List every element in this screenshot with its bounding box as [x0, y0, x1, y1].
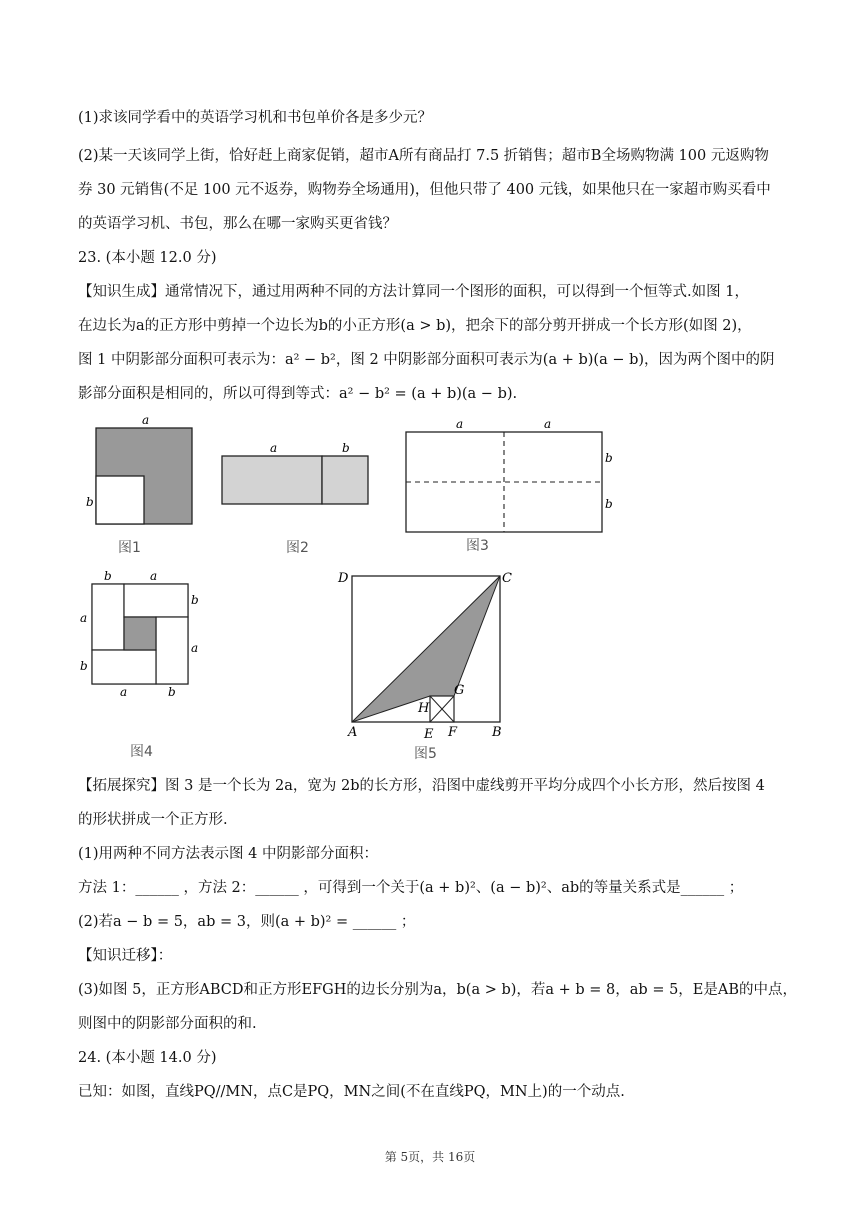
- fig5-vertex-label: H: [418, 701, 430, 716]
- figure-1: [80, 412, 200, 562]
- text-line: 已知：如图，直线PQ//MN，点C是PQ，MN之间(不在直线PQ，MN上)的一个动点.: [78, 1084, 625, 1100]
- text-line: 方法 1：______ ，方法 2：______ ，可得到一个关于(a + b)²、(a − b)²、ab的等量关系式是______ ；: [78, 880, 744, 896]
- fig5-vertex-label: C: [502, 571, 512, 586]
- fig3-label: a: [456, 417, 464, 431]
- text-line: 的形状拼成一个正方形.: [78, 812, 228, 828]
- fig5-vertex-label: F: [448, 725, 458, 740]
- fig5-vertex-label: B: [492, 725, 502, 740]
- fig5-vertex-label: A: [348, 725, 358, 740]
- fig5-vertex-label: D: [338, 571, 349, 586]
- text-line: (3)如图 5，正方形ABCD和正方形EFGH的边长分别为a，b(a > b)，若a + b = 8，ab = 5，E是AB的中点，: [78, 982, 798, 998]
- page-footer: 第 5页，共 16页: [384, 1150, 476, 1164]
- text-line: 图 1 中阴影部分面积可表示为：a² − b²，图 2 中阴影部分面积可表示为(a + b)(a − b)，因为两个图中的阴: [78, 352, 775, 368]
- fig2-label: a: [270, 441, 278, 455]
- fig2-label: b: [342, 441, 350, 455]
- fig1-label: b: [86, 495, 94, 509]
- fig4-label: b: [80, 659, 88, 673]
- fig4-label: a: [191, 641, 199, 655]
- figure-5: [334, 566, 524, 766]
- fig5-vertex-label: G: [454, 683, 465, 698]
- text-line: 【知识生成】通常情况下，通过用两种不同的方法计算同一个图形的面积，可以得到一个恒等式.如图 1，: [78, 284, 749, 300]
- fig3-caption: 图3: [466, 538, 489, 554]
- text-line: (1)用两种不同方法表示图 4 中阴影部分面积：: [78, 846, 378, 862]
- figure-4: [76, 568, 206, 762]
- text-line: 【知识迁移】：: [78, 948, 173, 964]
- fig1-label: a: [142, 413, 150, 427]
- fig4-label: a: [120, 685, 128, 699]
- figure-2: [216, 440, 376, 560]
- figure-3: [400, 416, 620, 556]
- text-line: 则图中的阴影部分面积的和.: [78, 1016, 257, 1032]
- fig3-label: a: [544, 417, 552, 431]
- fig5-vertex-label: E: [424, 727, 434, 742]
- fig2-caption: 图2: [286, 540, 309, 556]
- text-line: (2)若a − b = 5，ab = 3，则(a + b)² = ______ ；: [78, 914, 416, 930]
- text-line: (2)某一天该同学上街，恰好赶上商家促销，超市A所有商品打 7.5 折销售；超市B全场购物满 100 元返购物: [78, 148, 769, 164]
- text-line: (1)求该同学看中的英语学习机和书包单价各是多少元？: [78, 110, 433, 126]
- text-line: 【拓展探究】图 3 是一个长为 2a，宽为 2b的长方形，沿图中虚线剪开平均分成四个小长方形，然后按图 4: [78, 778, 765, 794]
- fig3-label: b: [605, 497, 613, 511]
- text-line: 的英语学习机、书包，那么在哪一家购买更省钱？: [78, 216, 397, 232]
- fig4-caption: 图4: [130, 744, 153, 760]
- fig4-label: a: [80, 611, 88, 625]
- question-heading: 23. (本小题 12.0 分): [78, 250, 217, 266]
- text-line: 影部分面积是相同的，所以可得到等式：a² − b² = (a + b)(a − b).: [78, 386, 518, 402]
- text-line: 券 30 元销售(不足 100 元不返券，购物券全场通用)，但他只带了 400 元钱，如果他只在一家超市购买看中: [78, 182, 771, 198]
- fig5-caption: 图5: [414, 746, 437, 762]
- fig4-label: b: [104, 569, 112, 583]
- question-heading: 24. (本小题 14.0 分): [78, 1050, 217, 1066]
- fig4-label: a: [150, 569, 158, 583]
- fig4-label: b: [191, 593, 199, 607]
- fig4-label: b: [168, 685, 176, 699]
- fig3-label: b: [605, 451, 613, 465]
- fig1-caption: 图1: [118, 540, 141, 556]
- text-line: 在边长为a的正方形中剪掉一个边长为b的小正方形(a > b)，把余下的部分剪开拼成一个长方形(如图 2)，: [78, 318, 752, 334]
